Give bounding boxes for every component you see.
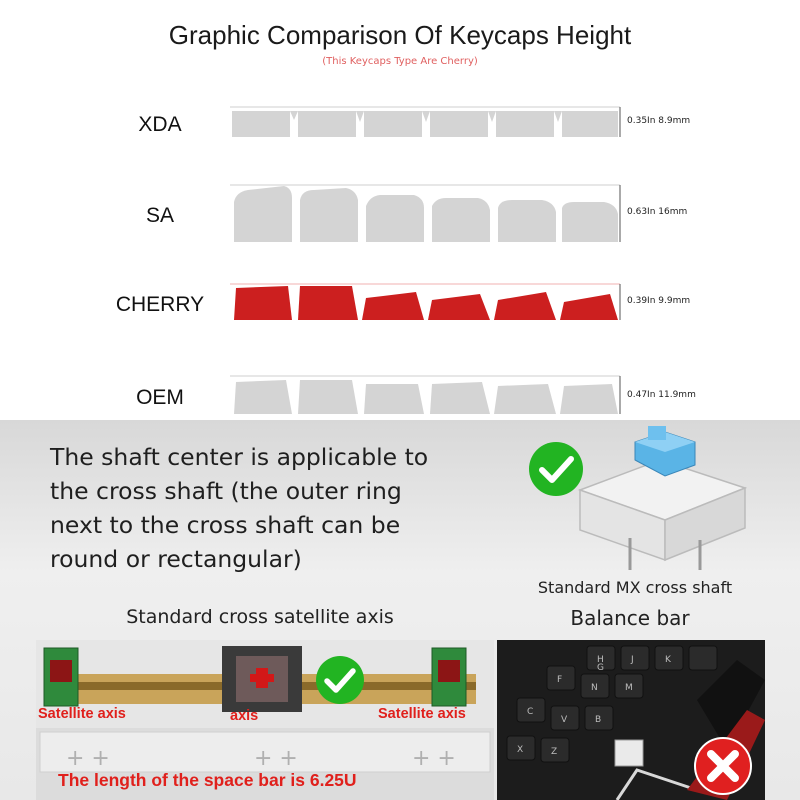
note-line: the cross shaft (the outer ring	[50, 477, 402, 505]
key-legend: X	[517, 745, 524, 755]
oem-caps	[234, 380, 618, 414]
key-legend: H	[597, 655, 604, 665]
profile-height-xda: 0.35In 8.9mm	[627, 116, 691, 126]
key-legend: C	[527, 707, 534, 717]
profile-shape-xda	[228, 100, 628, 140]
satellite-axis-right-label: Satellite axis	[378, 706, 466, 722]
key-legend: N	[591, 683, 598, 693]
page-subtitle: (This Keycaps Type Are Cherry)	[322, 56, 478, 67]
profile-height-sa: 0.63In 16mm	[627, 207, 688, 217]
balance-bar-image	[497, 640, 765, 800]
profile-shape-sa	[228, 180, 628, 246]
svg-text:+ +: + +	[254, 746, 298, 771]
key-legend: F	[557, 675, 563, 685]
mx-switch-image	[560, 420, 760, 580]
note-line: next to the cross shaft can be	[50, 511, 401, 539]
shaft-compatibility-note	[50, 440, 490, 576]
balance-bar-caption: Balance bar	[570, 606, 690, 630]
cherry-caps	[234, 286, 618, 320]
profile-label-xda: XDA	[138, 113, 182, 136]
profile-label-oem: OEM	[136, 386, 184, 409]
xda-caps	[232, 111, 618, 137]
profile-shape-cherry	[228, 278, 628, 324]
space-bar-length-label: The length of the space bar is 6.25U	[58, 770, 357, 790]
profile-shape-oem	[228, 370, 628, 416]
key-legend: M	[625, 683, 633, 693]
profile-height-cherry: 0.39In 9.9mm	[627, 296, 691, 306]
satellite-axis-left-label: Satellite axis	[38, 706, 126, 722]
sa-caps	[234, 186, 618, 242]
profile-label-sa: SA	[145, 204, 174, 227]
key-legend: B	[595, 715, 602, 725]
check-icon	[314, 654, 366, 706]
page-title: Graphic Comparison Of Keycaps Height	[168, 20, 632, 50]
mx-shaft-caption: Standard MX cross shaft	[537, 578, 733, 597]
key-legend: Z	[551, 747, 558, 757]
profile-height-oem: 0.47In 11.9mm	[627, 390, 696, 400]
profile-label-cherry: CHERRY	[115, 293, 205, 316]
svg-text:+ +: + +	[412, 746, 456, 771]
axis-label: axis	[230, 708, 259, 724]
key-legend: G	[597, 663, 604, 673]
cross-icon	[693, 736, 753, 796]
key-legend: V	[561, 715, 568, 725]
note-line: The shaft center is applicable to	[50, 443, 429, 471]
key-legend: J	[631, 655, 634, 665]
key-legend: K	[665, 655, 671, 665]
satellite-axis-caption: Standard cross satellite axis	[126, 606, 394, 628]
svg-text:+ +: + +	[66, 746, 110, 771]
note-line: round or rectangular)	[50, 545, 302, 573]
